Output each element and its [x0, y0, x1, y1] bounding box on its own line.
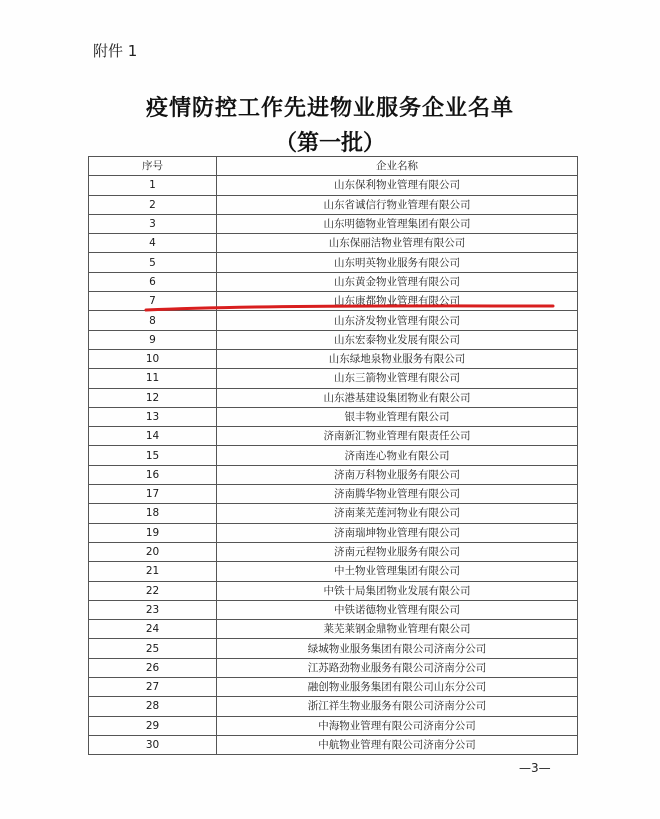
row-index: 13: [89, 407, 217, 426]
table-header-row: [89, 157, 578, 176]
row-company-name: 中土物业管理集团有限公司: [217, 562, 578, 581]
table-row: [89, 735, 578, 754]
row-company-name: 山东保利物业管理有限公司: [217, 176, 578, 195]
row-index: 14: [89, 427, 217, 446]
table-row: [89, 504, 578, 523]
table-row: [89, 678, 578, 697]
row-index: 7: [89, 292, 217, 311]
column-header-name: 企业名称: [217, 157, 578, 176]
table-row: [89, 292, 578, 311]
row-index: 19: [89, 523, 217, 542]
table-row: [89, 485, 578, 504]
table-row: [89, 176, 578, 195]
table-row: [89, 214, 578, 233]
table-row: [89, 697, 578, 716]
row-company-name: 绿城物业服务集团有限公司济南分公司: [217, 639, 578, 658]
row-index: 8: [89, 311, 217, 330]
row-index: 27: [89, 678, 217, 697]
row-index: 5: [89, 253, 217, 272]
table-row: [89, 369, 578, 388]
table-row: [89, 234, 578, 253]
table-row: [89, 639, 578, 658]
row-company-name: 浙江祥生物业服务有限公司济南分公司: [217, 697, 578, 716]
row-company-name: 银丰物业管理有限公司: [217, 407, 578, 426]
row-company-name: 中铁诺德物业管理有限公司: [217, 600, 578, 619]
row-index: 1: [89, 176, 217, 195]
table-row: [89, 446, 578, 465]
row-index: 18: [89, 504, 217, 523]
row-index: 17: [89, 485, 217, 504]
row-index: 24: [89, 620, 217, 639]
table-row: [89, 330, 578, 349]
row-index: 3: [89, 214, 217, 233]
row-company-name: 济南新汇物业管理有限责任公司: [217, 427, 578, 446]
row-company-name: 山东宏泰物业发展有限公司: [217, 330, 578, 349]
row-index: 16: [89, 465, 217, 484]
row-company-name: 济南莱芜莲河物业有限公司: [217, 504, 578, 523]
table-row: [89, 523, 578, 542]
table-row: [89, 562, 578, 581]
row-index: 11: [89, 369, 217, 388]
table-row: [89, 581, 578, 600]
row-company-name: 中航物业管理有限公司济南分公司: [217, 735, 578, 754]
table-body: [89, 176, 578, 755]
enterprise-table: [88, 156, 578, 755]
row-index: 26: [89, 658, 217, 677]
row-index: 12: [89, 388, 217, 407]
row-company-name: 济南腾华物业管理有限公司: [217, 485, 578, 504]
row-company-name: 济南瑞坤物业管理有限公司: [217, 523, 578, 542]
row-company-name: 济南元程物业服务有限公司: [217, 542, 578, 561]
table-row: [89, 407, 578, 426]
table-row: [89, 658, 578, 677]
document-title: 疫情防控工作先进物业服务企业名单: [145, 95, 514, 121]
row-company-name: 融创物业服务集团有限公司山东分公司: [217, 678, 578, 697]
table-row: [89, 349, 578, 368]
table-row: [89, 272, 578, 291]
table-row: [89, 600, 578, 619]
table-row: [89, 620, 578, 639]
row-company-name: 中铁十局集团物业发展有限公司: [217, 581, 578, 600]
row-company-name: 山东保丽洁物业管理有限公司: [217, 234, 578, 253]
row-index: 10: [89, 349, 217, 368]
row-company-name: 山东黄金物业管理有限公司: [217, 272, 578, 291]
row-company-name: 山东济发物业管理有限公司: [217, 311, 578, 330]
attachment-label: 附件 1: [93, 42, 138, 60]
row-index: 20: [89, 542, 217, 561]
row-index: 30: [89, 735, 217, 754]
row-company-name: 山东省诚信行物业管理有限公司: [217, 195, 578, 214]
page-number: —3—: [519, 761, 551, 775]
row-index: 15: [89, 446, 217, 465]
table-row: [89, 716, 578, 735]
row-company-name: 莱芜莱钢金鼎物业管理有限公司: [217, 620, 578, 639]
row-company-name: 江苏路劲物业服务有限公司济南分公司: [217, 658, 578, 677]
table-row: [89, 311, 578, 330]
table-row: [89, 542, 578, 561]
row-company-name: 中海物业管理有限公司济南分公司: [217, 716, 578, 735]
row-index: 4: [89, 234, 217, 253]
row-company-name: 山东明德物业管理集团有限公司: [217, 214, 578, 233]
row-index: 21: [89, 562, 217, 581]
row-index: 29: [89, 716, 217, 735]
document-subtitle: （第一批）: [274, 130, 385, 156]
column-header-index: 序号: [89, 157, 217, 176]
table-row: [89, 427, 578, 446]
row-company-name: 山东绿地泉物业服务有限公司: [217, 349, 578, 368]
row-index: 6: [89, 272, 217, 291]
row-index: 22: [89, 581, 217, 600]
row-index: 23: [89, 600, 217, 619]
row-index: 25: [89, 639, 217, 658]
row-company-name: 山东三箭物业管理有限公司: [217, 369, 578, 388]
table-row: [89, 465, 578, 484]
row-company-name: 济南万科物业服务有限公司: [217, 465, 578, 484]
row-index: 28: [89, 697, 217, 716]
table-row: [89, 195, 578, 214]
row-index: 2: [89, 195, 217, 214]
table-row: [89, 388, 578, 407]
row-company-name: 山东康都物业管理有限公司: [217, 292, 578, 311]
row-index: 9: [89, 330, 217, 349]
row-company-name: 山东明英物业服务有限公司: [217, 253, 578, 272]
row-company-name: 山东港基建设集团物业有限公司: [217, 388, 578, 407]
row-company-name: 济南连心物业有限公司: [217, 446, 578, 465]
table-row: [89, 253, 578, 272]
